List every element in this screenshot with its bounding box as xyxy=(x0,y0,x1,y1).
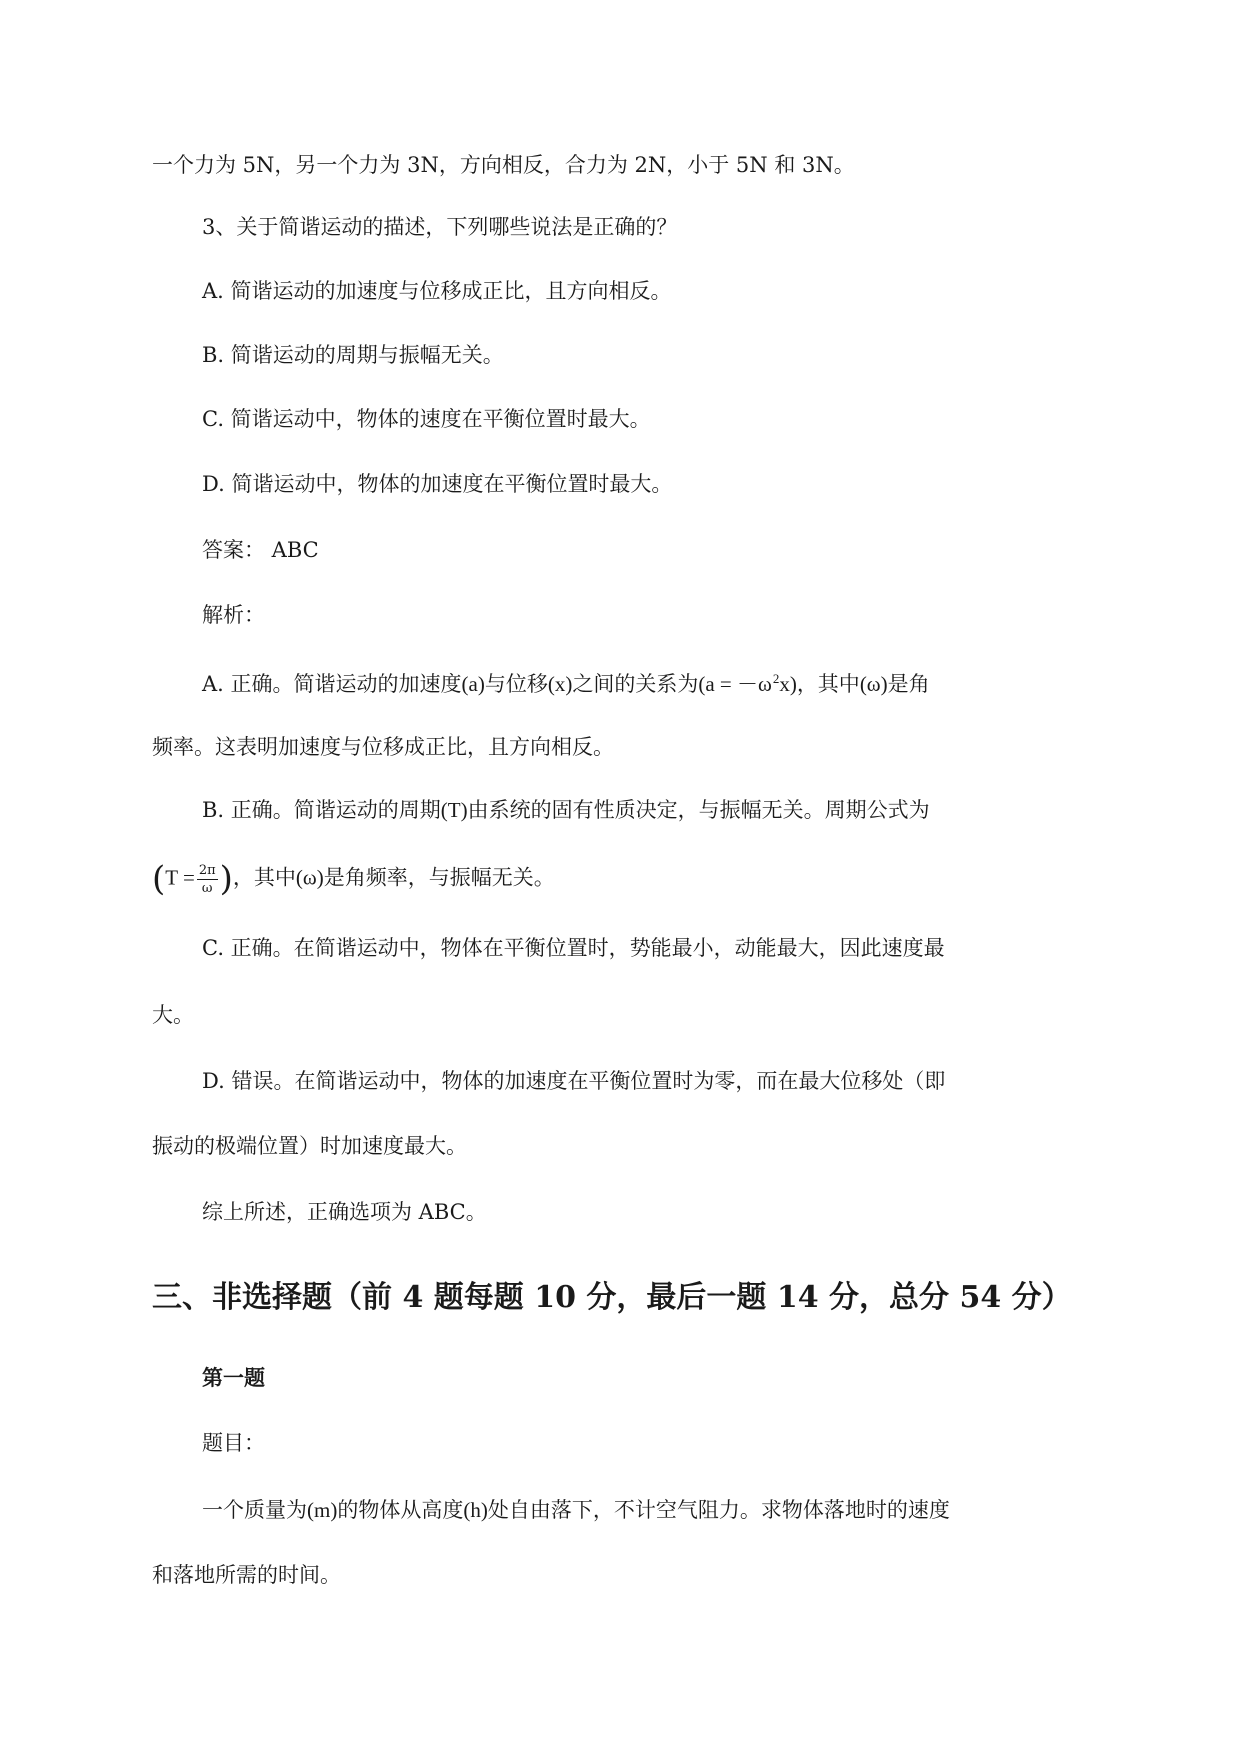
section-heading: 三、非选择题（前 4 题每题 10 分，最后一题 14 分，总分 54 分） xyxy=(152,1280,1072,1315)
question-1-heading: 第一题 xyxy=(202,1365,265,1390)
question-1-text-line2: 和落地所需的时间。 xyxy=(152,1563,341,1587)
question-3: 3、关于简谐运动的描述，下列哪些说法是正确的？ xyxy=(202,215,678,239)
question-1-text-line1 xyxy=(0,1500,1241,1521)
math-m: (m) xyxy=(307,1498,338,1522)
math-omega: (ω) xyxy=(859,672,888,696)
fraction-numerator: 2π xyxy=(198,862,216,878)
question-1-label: 题目： xyxy=(202,1431,265,1455)
text: ，其中 xyxy=(796,672,860,696)
explanation-a-line1 xyxy=(0,672,1241,695)
fraction-denominator: ω xyxy=(201,880,213,896)
text: 之间的关系为 xyxy=(572,672,699,696)
right-paren: ) xyxy=(219,859,233,899)
math-a: (a) xyxy=(461,672,485,696)
math-t-equals: T = xyxy=(165,865,195,890)
explanation-a-line2: 频率。这表明加速度与位移成正比，且方向相反。 xyxy=(152,735,614,759)
explanation-b-line2 xyxy=(0,859,1241,899)
left-paren: ( xyxy=(152,859,166,899)
analysis-label: 解析： xyxy=(202,603,265,627)
math-formula: (a = －ω xyxy=(698,672,772,696)
option-b: B. 简谐运动的周期与振幅无关。 xyxy=(202,343,504,367)
text: 一个质量为 xyxy=(202,1498,307,1522)
text: 与位移 xyxy=(484,672,548,696)
option-a: A. 简谐运动的加速度与位移成正比，且方向相反。 xyxy=(202,279,672,303)
text: 是角频率，与振幅无关。 xyxy=(323,865,555,890)
explanation-d-line2: 振动的极端位置）时加速度最大。 xyxy=(152,1134,467,1158)
paragraph-line: 一个力为 5N，另一个力为 3N，方向相反，合力为 2N，小于 5N 和 3N。 xyxy=(152,153,855,177)
text: A. 正确。简谐运动的加速度 xyxy=(202,672,462,696)
text: 的物体从高度 xyxy=(337,1498,464,1522)
math-x: (x) xyxy=(547,672,573,696)
math-omega: (ω) xyxy=(295,865,324,890)
math-formula-end: x) xyxy=(779,672,797,696)
text: B. 正确。简谐运动的周期 xyxy=(202,798,441,822)
superscript: 2 xyxy=(772,671,780,686)
fraction xyxy=(197,864,218,895)
text: ，其中 xyxy=(232,865,296,890)
explanation-b-line1 xyxy=(0,800,1241,821)
answer-line: 答案： ABC xyxy=(202,538,319,562)
text: 由系统的固有性质决定，与振幅无关。周期公式为 xyxy=(467,798,930,822)
summary-line: 综上所述，正确选项为 ABC。 xyxy=(202,1200,487,1224)
option-c: C. 简谐运动中，物体的速度在平衡位置时最大。 xyxy=(202,407,651,431)
text: 处自由落下，不计空气阻力。求物体落地时的速度 xyxy=(487,1498,950,1522)
explanation-d-line1: D. 错误。在简谐运动中，物体的加速度在平衡位置时为零，而在最大位移处（即 xyxy=(202,1069,946,1093)
text: 是角 xyxy=(887,672,930,696)
explanation-c-line2: 大。 xyxy=(152,1003,194,1027)
math-h: (h) xyxy=(463,1498,488,1522)
explanation-c-line1: C. 正确。在简谐运动中，物体在平衡位置时，势能最小，动能最大，因此速度最 xyxy=(202,936,945,960)
math-t: (T) xyxy=(440,798,468,822)
option-d: D. 简谐运动中，物体的加速度在平衡位置时最大。 xyxy=(202,472,673,496)
